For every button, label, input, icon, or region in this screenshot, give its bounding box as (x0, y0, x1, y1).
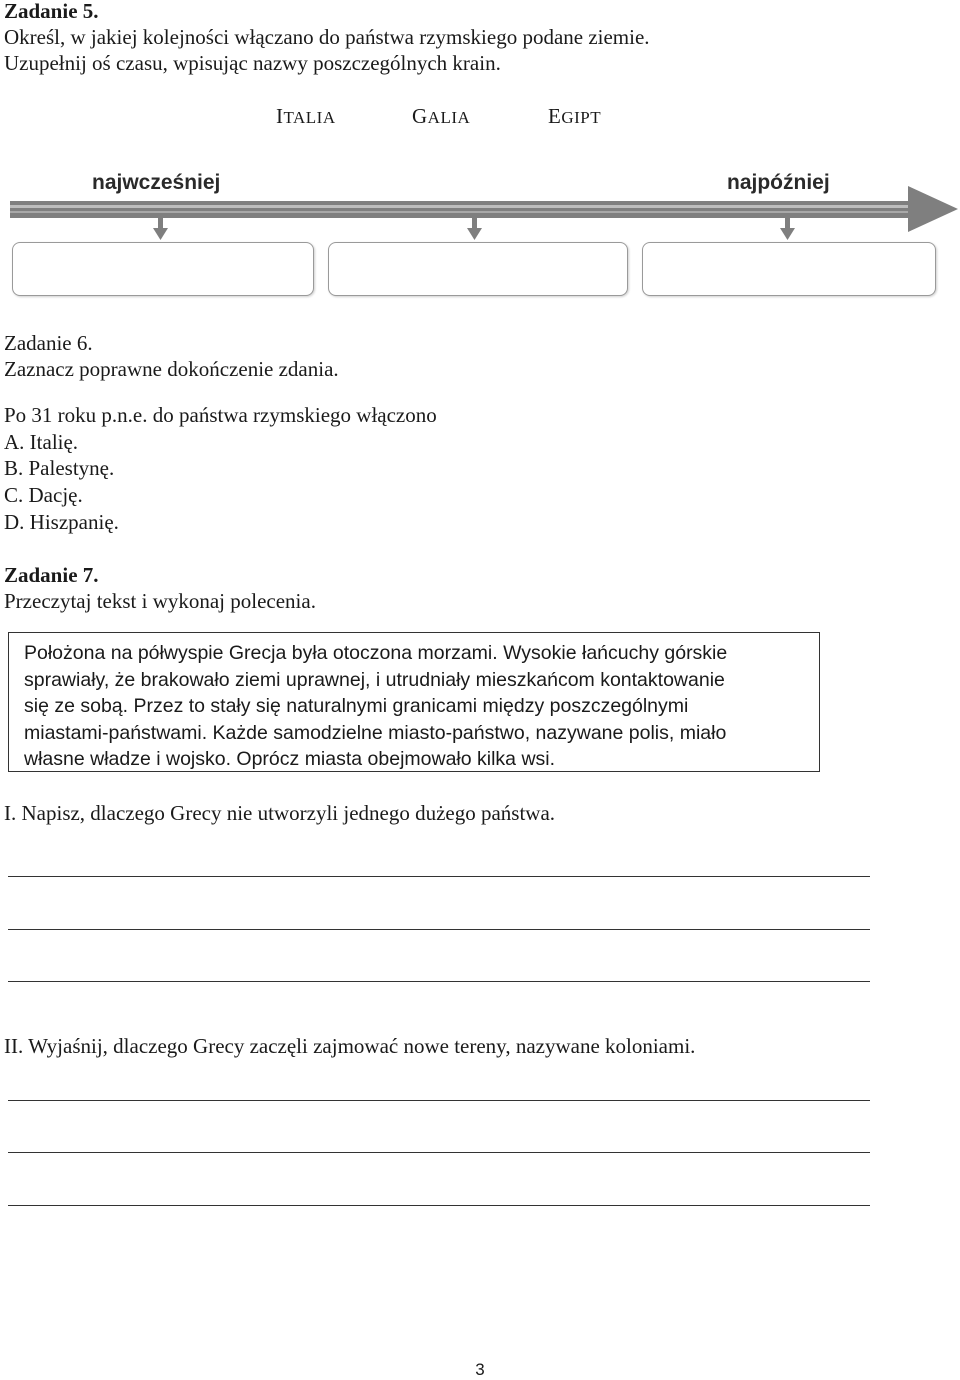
page-number: 3 (475, 1360, 485, 1379)
source-text-frame (8, 632, 820, 772)
answer-line-q1-2[interactable] (8, 929, 870, 930)
timeline-earliest-label: najwcześniej (92, 171, 221, 194)
timeline-latest-label: najpóźniej (727, 171, 830, 194)
task6-title: Zadanie 6. (4, 331, 93, 355)
timeline-answer-box-2[interactable] (328, 242, 628, 296)
answer-line-q2-1[interactable] (8, 1100, 870, 1101)
source-text-line: Położona na półwyspie Grecja była otoczona morzami. Wysokie łańcuchy górskie (24, 642, 728, 664)
task5-instruction-2: Uzupełnij oś czasu, wpisując nazwy poszczególnych krain. (4, 51, 501, 75)
task6-option-d[interactable]: D. Hiszpanię. (4, 510, 119, 534)
land-egipt: EGIPT (548, 104, 602, 128)
timeline-marker-1 (153, 218, 168, 240)
task6-option-c[interactable]: C. Dację. (4, 483, 83, 507)
task5-instruction-1: Określ, w jakiej kolejności włączano do państwa rzymskiego podane ziemie. (4, 25, 650, 49)
task5-title: Zadanie 5. (4, 0, 99, 23)
land-italia: ITALIA (276, 104, 336, 128)
timeline-answer-box-3[interactable] (642, 242, 936, 296)
land-galia: GALIA (412, 104, 471, 128)
timeline-arrow (0, 180, 960, 242)
timeline-marker-3 (780, 218, 795, 240)
task6-option-b[interactable]: B. Palestynę. (4, 456, 115, 480)
task7-question-2: II. Wyjaśnij, dlaczego Grecy zaczęli zajmować nowe tereny, nazywane koloniami. (4, 1034, 696, 1058)
answer-line-q2-2[interactable] (8, 1152, 870, 1153)
timeline-marker-2 (467, 218, 482, 240)
source-text-line: miastami-państwami. Każde samodzielne miasto-państwo, nazywane polis, miało (24, 722, 727, 744)
answer-line-q1-3[interactable] (8, 981, 870, 982)
task6-option-a[interactable]: A. Italię. (4, 430, 79, 454)
task7-instruction: Przeczytaj tekst i wykonaj polecenia. (4, 589, 316, 613)
source-text-line: sprawiały, że brakowało ziemi uprawnej, i utrudniały mieszkańcom kontaktowanie (24, 669, 725, 691)
source-text-line: własne władze i wojsko. Oprócz miasta obejmowało kilka wsi. (24, 748, 556, 770)
task6-instruction: Zaznacz poprawne dokończenie zdania. (4, 357, 339, 381)
answer-line-q2-3[interactable] (8, 1205, 870, 1206)
timeline-answer-box-1[interactable] (12, 242, 314, 296)
task6-stem: Po 31 roku p.n.e. do państwa rzymskiego włączono (4, 403, 437, 427)
task7-title: Zadanie 7. (4, 563, 99, 587)
source-text-line: się ze sobą. Przez to stały się naturalnymi granicami między poszczególnymi (24, 695, 689, 717)
answer-line-q1-1[interactable] (8, 876, 870, 877)
task7-question-1: I. Napisz, dlaczego Grecy nie utworzyli jednego dużego państwa. (4, 801, 556, 825)
